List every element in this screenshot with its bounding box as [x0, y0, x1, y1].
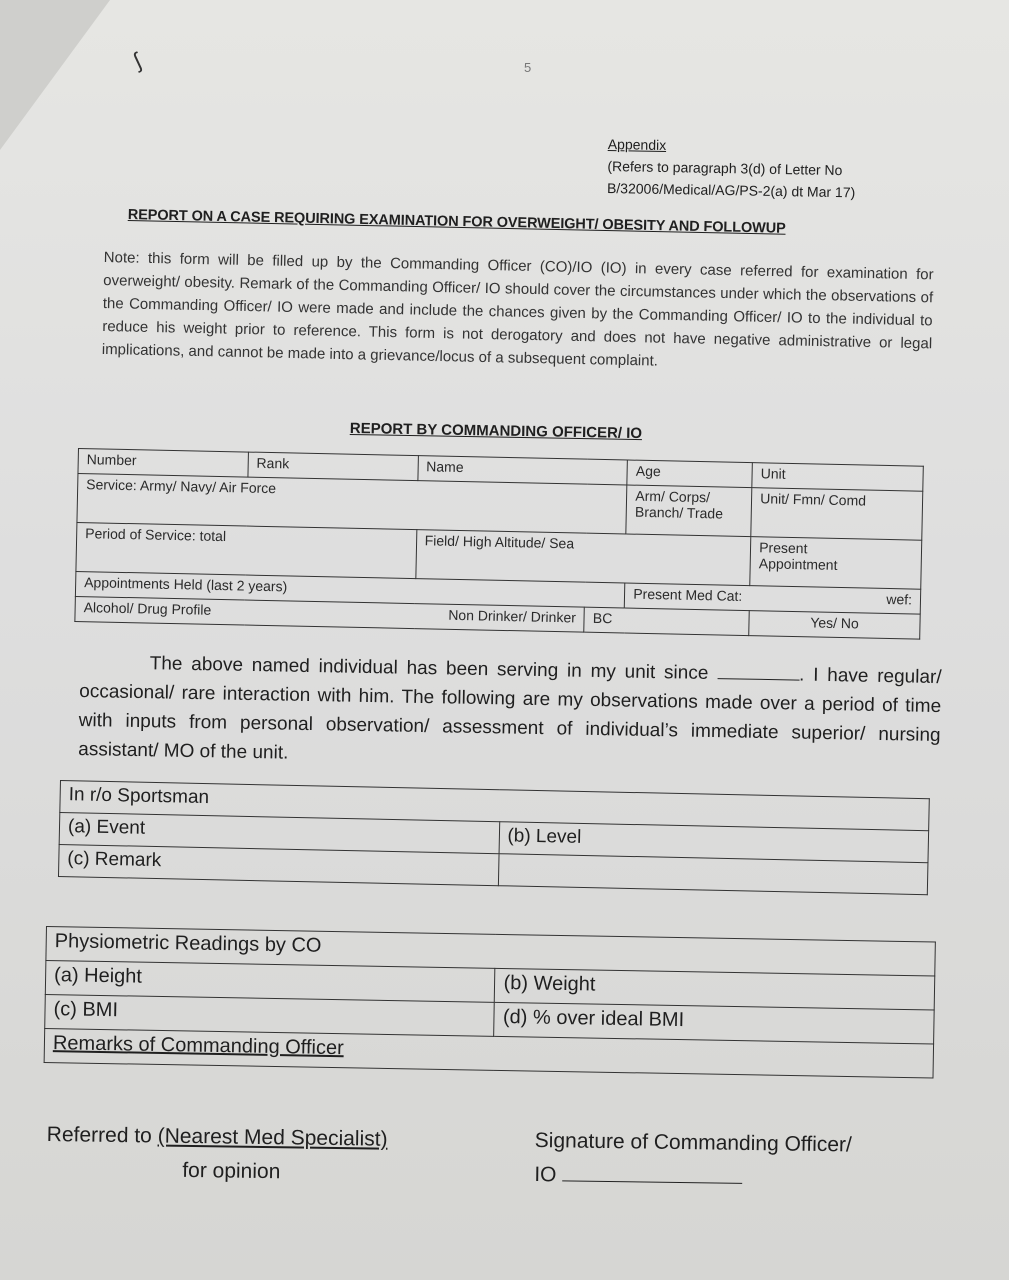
- cell-period-of-service[interactable]: Period of Service: total: [76, 522, 417, 578]
- appointment-label: Appointment: [758, 555, 838, 573]
- service-since-blank[interactable]: [717, 678, 799, 680]
- cell-arm-corps[interactable]: [626, 485, 752, 537]
- co-remarks-label: Remarks of Commanding Officer: [52, 1032, 344, 1060]
- page-number: 5: [524, 60, 532, 75]
- cell-field-posting[interactable]: Field/ High Altitude/ Sea: [415, 530, 751, 586]
- arm-corps-label: Arm/ Corps/: [635, 487, 711, 506]
- cell-name[interactable]: Name: [417, 456, 627, 485]
- page-fold-shadow: [0, 0, 110, 150]
- signature-line[interactable]: [562, 1180, 742, 1184]
- cell-level[interactable]: (b) Level: [499, 822, 929, 863]
- cell-present-appointment[interactable]: [750, 537, 922, 590]
- for-opinion-label: for opinion: [182, 1158, 281, 1184]
- cell-over-ideal-bmi[interactable]: (d) % over ideal BMI: [494, 1002, 934, 1044]
- cell-yes-no[interactable]: Yes/ No: [749, 611, 920, 640]
- report-title: REPORT ON A CASE REQUIRING EXAMINATION FOR OVERWEIGHT/ OBESITY AND FOLLOWUP: [127, 207, 786, 237]
- nearest-med-specialist: (Nearest Med Specialist): [157, 1124, 388, 1151]
- cell-number[interactable]: Number: [78, 449, 248, 478]
- signature-label: Signature of Commanding Officer/: [534, 1128, 853, 1157]
- branch-trade-label: Branch/ Trade: [634, 503, 724, 522]
- paragraph-part-2: . I have regular/ occasional/ rare interaction with him. The following are my observations made over a period of time with inputs from personal observation/ assessment of individual’s immediate superior/ nursing assistant/ MO of the unit.: [78, 664, 942, 764]
- present-label: Present: [759, 539, 808, 557]
- physiometric-header: Physiometric Readings by CO: [46, 927, 935, 977]
- referral-block: [46, 1118, 388, 1191]
- cell-appointments-held[interactable]: Appointments Held (last 2 years): [75, 571, 625, 607]
- drinker-label: Non Drinker/ Drinker: [448, 606, 577, 626]
- cell-event[interactable]: (a) Event: [59, 813, 499, 854]
- physiometric-table: [44, 926, 936, 1079]
- wef-label: wef:: [886, 590, 913, 608]
- signature-io-label: IO: [534, 1162, 557, 1187]
- cell-bmi[interactable]: (c) BMI: [45, 994, 495, 1036]
- cell-remark[interactable]: (c) Remark: [58, 844, 498, 885]
- cell-weight[interactable]: (b) Weight: [495, 968, 935, 1010]
- sportsman-header: In r/o Sportsman: [60, 781, 929, 831]
- med-cat-label: Present Med Cat:: [633, 585, 743, 604]
- sportsman-table: [58, 780, 930, 895]
- observation-paragraph: [78, 648, 942, 779]
- referred-to-label: Referred to: [46, 1122, 152, 1148]
- appendix-block: [607, 133, 856, 203]
- appendix-reference-line-1: (Refers to paragraph 3(d) of Letter No: [607, 157, 843, 179]
- alcohol-label: Alcohol/ Drug Profile: [83, 599, 212, 618]
- cell-bc[interactable]: BC: [584, 607, 749, 635]
- personal-info-table: [74, 448, 923, 640]
- form-note: Note: this form will be filled up by the Commanding Officer (CO)/IO (IO) in every case referred for examination for overweight/ obesity. Remark of the Commanding Officer/ IO should cover the circumstances under which the observations of the Commanding Officer/ IO were made and include the chances given by the Commanding Officer/ IO to the individual to reduce his weight prior to reference. This form is not derogatory and does not have negative administrative or legal implications, and cannot be made into a grievance/locus of a subsequent complaint.: [101, 248, 934, 370]
- paragraph-part-1: The above named individual has been serving in my unit since: [149, 653, 709, 684]
- cell-unit-fmn[interactable]: Unit/ Fmn/ Comd: [751, 488, 923, 541]
- signature-block: [534, 1124, 852, 1196]
- cell-rank[interactable]: Rank: [248, 452, 418, 481]
- appendix-title: Appendix: [607, 135, 667, 154]
- cell-service[interactable]: Service: Army/ Navy/ Air Force: [77, 474, 627, 534]
- section-title-co-report: REPORT BY COMMANDING OFFICER/ IO: [349, 420, 643, 443]
- appendix-reference-line-2: B/32006/Medical/AG/PS-2(a) dt Mar 17): [606, 179, 856, 201]
- cell-unit[interactable]: Unit: [752, 463, 923, 492]
- cell-age[interactable]: Age: [627, 460, 752, 488]
- pen-mark: ʃ: [129, 48, 145, 73]
- cell-height[interactable]: (a) Height: [45, 961, 495, 1003]
